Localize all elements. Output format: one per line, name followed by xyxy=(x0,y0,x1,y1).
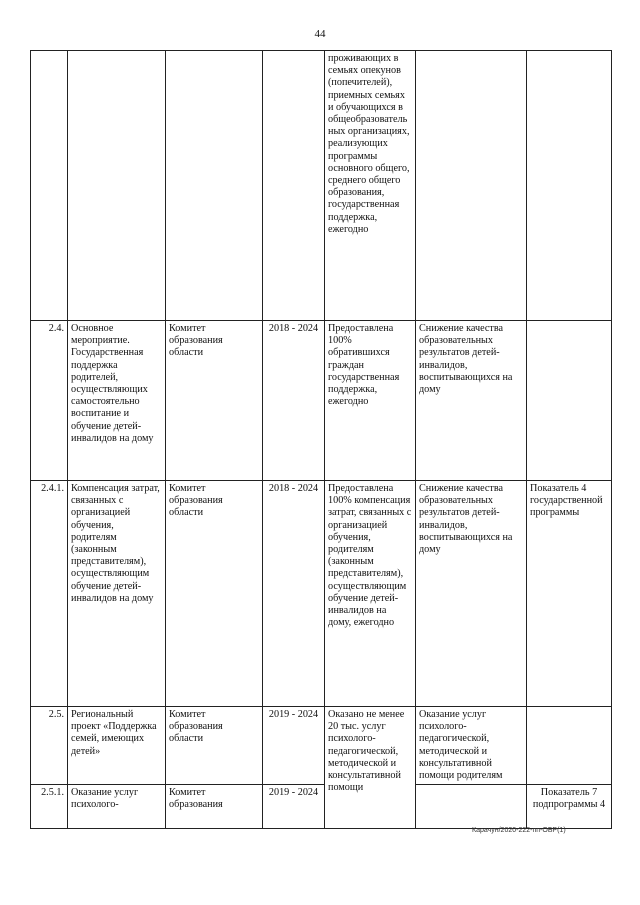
expected-result: Предоставлена 100% обратившихся граждан государственная поддержка, ежегодно xyxy=(325,321,416,481)
period: 2018 - 2024 xyxy=(263,481,325,707)
indicator xyxy=(527,321,612,481)
executor: Комитет образования области xyxy=(166,321,263,481)
period xyxy=(263,51,325,321)
period: 2019 - 2024 xyxy=(263,785,325,829)
row-number: 2.5. xyxy=(31,707,68,785)
row-number: 2.5.1. xyxy=(31,785,68,829)
indicator: Показатель 7 подпрограммы 4 xyxy=(527,785,612,829)
consequence xyxy=(416,51,527,321)
document-footer: Карачун/2020-222-пп-ОБР(1) xyxy=(472,827,566,834)
executor xyxy=(166,51,263,321)
row-number: 2.4. xyxy=(31,321,68,481)
consequence: Снижение качества образовательных результатов детей-инвалидов, воспитывающихся на дому xyxy=(416,481,527,707)
table-row xyxy=(31,481,612,707)
consequence xyxy=(416,785,527,829)
indicator xyxy=(527,51,612,321)
event-name: Компенсация затрат, связанных с организацией обучения, родителям (законным представителям), осуществляющим обучение детей-инвалидов на дому xyxy=(68,481,166,707)
executor: Комитет образования области xyxy=(166,707,263,785)
expected-result: Предоставлена 100% компенсация затрат, связанных с организацией обучения, родителям (законным представителям), осуществляющим обучение детей-инвалидов на дому, ежегодно xyxy=(325,481,416,707)
table-row xyxy=(31,51,612,321)
table-row xyxy=(31,321,612,481)
event-name: Региональный проект «Поддержка семей, имеющих детей» xyxy=(68,707,166,785)
expected-result: проживающих в семьях опекунов (попечителей), приемных семьях и обучающихся в общеобразовательных организациях, реализующих программы основного общего, среднего общего образования, государственная поддержка, ежегодно xyxy=(325,51,416,321)
consequence: Оказание услуг психолого-педагогической, методической и консультативной помощи родителям xyxy=(416,707,527,785)
page-number: 44 xyxy=(314,28,326,40)
program-events-table xyxy=(30,50,612,829)
event-name: Основное мероприятие. Государственная поддержка родителей, осуществляющих самостоятельно воспитание и обучение детей-инвалидов на дому xyxy=(68,321,166,481)
table-row xyxy=(31,785,612,829)
indicator: Показатель 4 государственной программы xyxy=(527,481,612,707)
period: 2019 - 2024 xyxy=(263,707,325,785)
consequence: Снижение качества образовательных результатов детей-инвалидов, воспитывающихся на дому xyxy=(416,321,527,481)
executor: Комитет образования xyxy=(166,785,263,829)
indicator xyxy=(527,707,612,785)
expected-result: Оказано не менее 20 тыс. услуг психолого-педагогической, методической и консультативной помощи xyxy=(325,707,416,829)
period: 2018 - 2024 xyxy=(263,321,325,481)
executor: Комитет образования области xyxy=(166,481,263,707)
event-name: Оказание услуг психолого- xyxy=(68,785,166,829)
table-row xyxy=(31,707,612,785)
event-name xyxy=(68,51,166,321)
row-number: 2.4.1. xyxy=(31,481,68,707)
row-number xyxy=(31,51,68,321)
